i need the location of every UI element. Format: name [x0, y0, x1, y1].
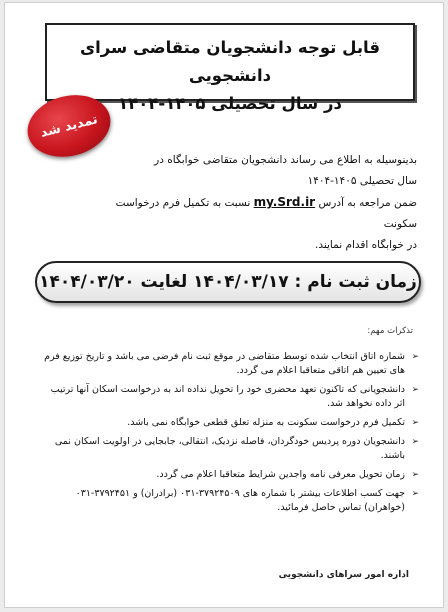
stamp-text: تمدید شد	[38, 111, 100, 141]
issuer-signature: اداره امور سراهای دانشجویی	[278, 570, 409, 580]
intro-paragraph	[97, 150, 417, 256]
notice-header	[45, 23, 415, 113]
note-item	[39, 487, 419, 515]
intro-line-3	[97, 192, 417, 235]
note-text: زمان تحویل معرفی نامه واجدین شرایط متعاقبا اعلام می گردد.	[156, 469, 405, 480]
notes-list	[39, 350, 419, 520]
note-text: جهت کسب اطلاعات بیشتر با شماره های ۳۷۹۲۴۵۰۹-۰۳۱ (برادران) و ۳۷۹۲۴۵۱-۰۳۱ (خواهران) تماس حاصل فرمائید.	[75, 488, 405, 513]
intro-line-3-after: نسبت به تکمیل فرم درخواست سکونت	[115, 197, 417, 230]
intro-line-2: سال تحصیلی ۱۴۰۵-۱۴۰۴	[307, 175, 417, 187]
registration-period-box	[35, 261, 421, 303]
note-item	[39, 350, 419, 378]
registration-period-text: زمان ثبت نام : ۱۴۰۴/۰۳/۱۷ لغایت ۱۴۰۴/۰۳/۲۰	[39, 272, 417, 292]
header-line-1: قابل توجه دانشجویان متقاضی سرای دانشجویی	[79, 38, 381, 85]
arrow-bullet-icon: ➢	[411, 352, 419, 362]
note-text: تکمیل فرم درخواست سکونت به منزله تعلق قطعی خوابگاه نمی باشد.	[127, 417, 405, 428]
arrow-bullet-icon: ➢	[411, 437, 419, 447]
arrow-bullet-icon: ➢	[411, 470, 419, 480]
header-line-2: در سال تحصیلی ۱۴۰۵-۱۴۰۴	[118, 94, 342, 113]
notice-page	[4, 2, 444, 608]
note-item	[39, 416, 419, 430]
note-text: دانشجویانی که تاکنون تعهد محضری خود را تحویل نداده اند به درخواست اسکان آنها ترتیب اثر داده نخواهد شد.	[50, 384, 405, 409]
note-text: دانشجویان دوره پردیس خودگردان، فاصله نزدیک، انتقالی، جابجایی در اولویت اسکان نمی باشند.	[54, 436, 405, 461]
site-link[interactable]: my.Srd.ir	[253, 195, 316, 209]
note-item	[39, 435, 419, 463]
arrow-bullet-icon: ➢	[411, 418, 419, 428]
arrow-bullet-icon: ➢	[411, 489, 419, 499]
intro-line-3-before: ضمن مراجعه به آدرس	[315, 197, 417, 209]
arrow-bullet-icon: ➢	[411, 385, 419, 395]
note-item	[39, 468, 419, 482]
note-text: شماره اتاق انتخاب شده توسط متقاضی در موقع ثبت نام فرضی می باشد و تاریخ توزیع فرم های تعیین هم اتاقی متعاقبا اعلام می گردد.	[44, 351, 405, 376]
intro-line-4: در خوابگاه اقدام نمایند.	[314, 239, 417, 251]
intro-line-1: بدینوسیله به اطلاع می رساند دانشجویان متقاضی خوابگاه در	[154, 154, 417, 166]
notes-title: تذکرات مهم:	[367, 326, 413, 336]
note-item	[39, 383, 419, 411]
